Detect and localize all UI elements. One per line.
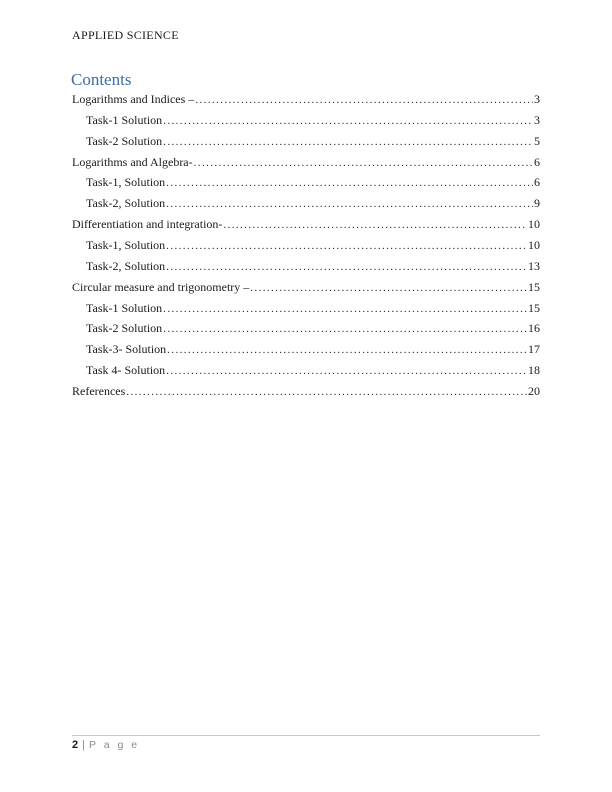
toc-entry[interactable] <box>72 113 540 134</box>
toc-entry[interactable] <box>72 363 540 384</box>
toc-entry[interactable] <box>72 342 540 363</box>
toc-entry-label: Differentiation and integration- <box>72 217 223 232</box>
toc-entry-page-number: 6 <box>534 154 540 169</box>
toc-dot-leader <box>166 196 533 211</box>
toc-entry-label: Logarithms and Indices – <box>72 92 195 106</box>
toc-entry-label: Task-1, Solution <box>86 175 166 190</box>
toc-dot-leader <box>163 321 527 336</box>
toc-entry-label: Task-1, Solution <box>86 238 166 253</box>
toc-entry[interactable] <box>72 134 540 155</box>
toc-entry[interactable] <box>72 321 540 342</box>
toc-entry-page-number: 15 <box>528 300 540 315</box>
toc-entry-label: Task-2 Solution <box>86 133 163 148</box>
toc-entry-page-number: 3 <box>534 112 540 127</box>
toc-dot-leader <box>166 363 527 378</box>
toc-dot-leader <box>195 92 533 107</box>
toc-entry-label: Task-2 Solution <box>86 321 163 336</box>
toc-entry[interactable] <box>72 175 540 196</box>
toc-entry-label: Task-2, Solution <box>86 196 166 211</box>
toc-entry-page-number: 15 <box>528 279 540 294</box>
contents-heading: Contents <box>71 70 132 89</box>
toc-entry[interactable] <box>72 259 540 280</box>
footer-separator: | <box>82 739 85 751</box>
toc-entry[interactable] <box>72 280 540 301</box>
toc-entry-page-number: 3 <box>534 92 540 106</box>
toc-dot-leader <box>194 155 533 170</box>
toc-dot-leader <box>166 238 527 253</box>
toc-entry[interactable] <box>72 155 540 176</box>
toc-entry-label: Task-1 Solution <box>86 112 163 127</box>
toc-dot-leader <box>163 113 533 128</box>
toc-entry-label: References <box>72 384 126 399</box>
toc-dot-leader <box>163 134 533 149</box>
table-of-contents <box>72 92 540 405</box>
document-header-title: APPLIED SCIENCE <box>72 28 179 42</box>
toc-entry-label: Logarithms and Algebra- <box>72 154 193 169</box>
toc-entry-page-number: 10 <box>528 238 540 253</box>
footer-page-number: 2 <box>72 739 79 751</box>
toc-dot-leader <box>250 280 527 295</box>
toc-entry-page-number: 17 <box>528 342 540 357</box>
toc-dot-leader <box>167 342 527 357</box>
toc-entry[interactable] <box>72 384 540 405</box>
page-footer <box>72 735 540 751</box>
toc-entry-page-number: 18 <box>528 363 540 378</box>
toc-entry-label: Task-3- Solution <box>86 342 167 357</box>
toc-entry[interactable] <box>72 301 540 322</box>
toc-entry-page-number: 10 <box>528 217 540 232</box>
toc-entry[interactable] <box>72 238 540 259</box>
toc-entry[interactable] <box>72 217 540 238</box>
toc-entry[interactable] <box>72 196 540 217</box>
toc-entry-label: Circular measure and trigonometry – <box>72 279 250 294</box>
toc-entry-label: Task-1 Solution <box>86 300 163 315</box>
toc-dot-leader <box>166 259 527 274</box>
toc-dot-leader <box>126 384 527 399</box>
toc-entry-label: Task 4- Solution <box>86 363 166 378</box>
toc-entry[interactable] <box>72 92 540 113</box>
footer-page-label: P a g e <box>88 739 140 751</box>
toc-entry-page-number: 13 <box>528 258 540 273</box>
toc-entry-label: Task-2, Solution <box>86 258 166 273</box>
toc-entry-page-number: 6 <box>534 175 540 190</box>
toc-dot-leader <box>166 175 533 190</box>
toc-dot-leader <box>163 301 527 316</box>
toc-dot-leader <box>223 217 527 232</box>
toc-entry-page-number: 5 <box>534 133 540 148</box>
toc-entry-page-number: 9 <box>534 196 540 211</box>
toc-entry-page-number: 20 <box>528 384 540 399</box>
toc-entry-page-number: 16 <box>528 321 540 336</box>
